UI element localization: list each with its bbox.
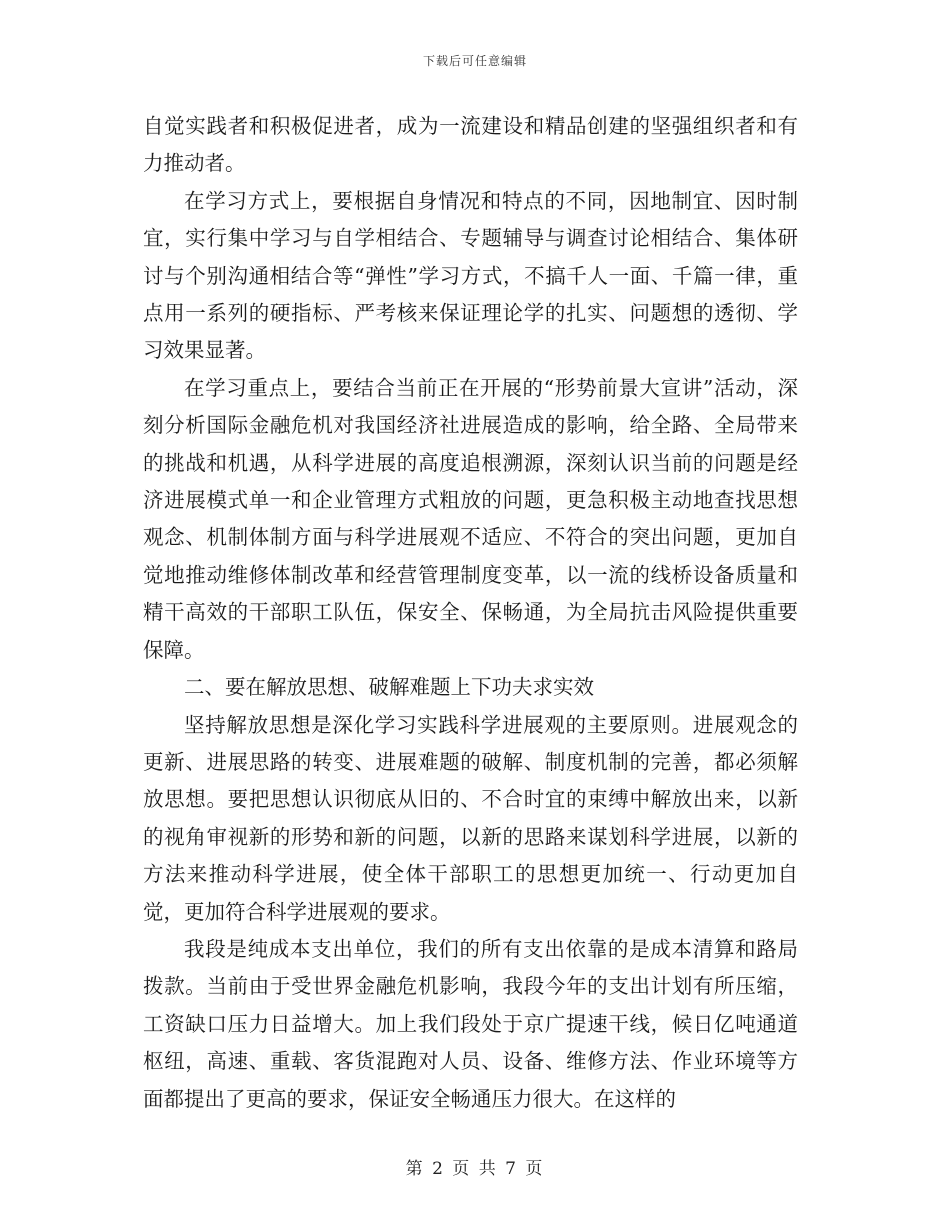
paragraph-unit-situation: 我段是纯成本支出单位，我们的所有支出依靠的是成本清算和路局拨款。当前由于受世界金融危机影响，我段今年的支出计划有所压缩，工资缺口压力日益增大。加上我们段处于京广提速干线，候日亿吨通道枢纽，高速、重载、客货混跑对人员、设备、维修方法、作业环境等方面都提出了更高的要求，保证安全畅通压力很大。在这样的 [143,936,798,1111]
paragraph-study-focus: 在学习重点上，要结合当前正在开展的“形势前景大宣讲”活动，深刻分析国际金融危机对我国经济社进展造成的影响，给全路、全局带来的挑战和机遇，从科学进展的高度追根溯源，深刻认识当前的问题是经济进展模式单一和企业管理方式粗放的问题，更急积极主动地查找思想观念、机制体制方面与科学进展观不适应、不符合的突出问题，更加自觉地推动维修体制改革和经营管理制度变革，以一流的线桥设备质量和精干高效的干部职工队伍，保安全、保畅通，为全局抗击风险提供重要保障。 [143,375,798,662]
paragraph-continuation: 自觉实践者和积极促进者，成为一流建设和精品创建的坚强组织者和有力推动者。 [143,114,798,176]
document-body [143,108,798,1118]
page-footer: 第 2 页 共 7 页 [405,1159,545,1179]
paragraph-emancipate-mind: 坚持解放思想是深化学习实践科学进展观的主要原则。进展观念的更新、进展思路的转变、进展难题的破解、制度机制的完善，都必须解放思想。要把思想认识彻底从旧的、不合时宜的束缚中解放出来，以新的视角审视新的形势和新的问题，以新的思路来谋划科学进展，以新的方法来推动科学进展，使全体干部职工的思想更加统一、行动更加自觉，更加符合科学进展观的要求。 [143,712,798,924]
page-header: 下载后可任意编辑 [422,54,527,68]
section-heading: 二、要在解放思想、破解难题上下功夫求实效 [184,675,594,700]
paragraph-study-method: 在学习方式上，要根据自身情况和特点的不同，因地制宜、因时制宜，实行集中学习与自学相结合、专题辅导与调查讨论相结合、集体研讨与个别沟通相结合等“弹性”学习方式，不搞千人一面、千篇一律，重点用一系列的硬指标、严考核来保证理论学的扎实、问题想的透彻、学习效果显著。 [143,188,798,363]
